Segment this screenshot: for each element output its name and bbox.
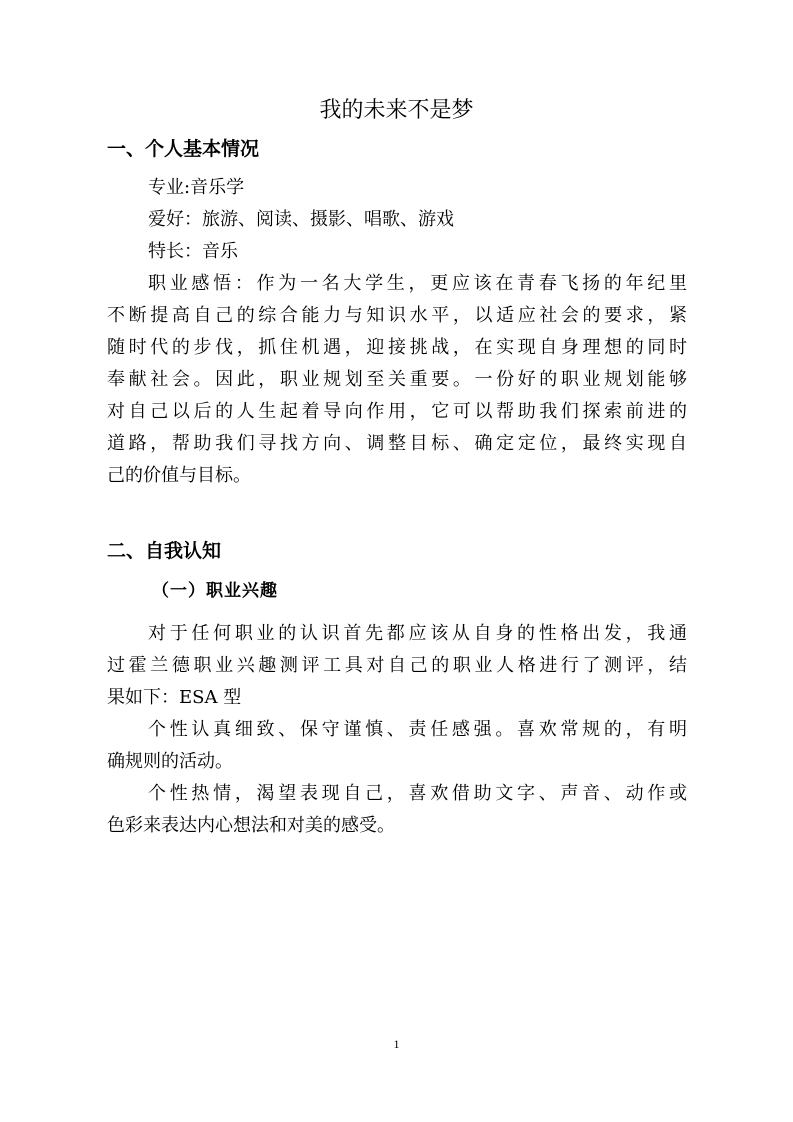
specialty-line: 特长：音乐 <box>148 241 238 262</box>
personality-paragraph-line: 个性热情，渴望表现自己，喜欢借助文字、声音、动作或 <box>148 783 687 804</box>
career-paragraph-line: 奉献社会。因此，职业规划至关重要。一份好的职业规划能够 <box>107 369 687 390</box>
personality-paragraph-line: 确规则的活动。 <box>107 751 233 772</box>
interest-paragraph-line: 过霍兰德职业兴趣测评工具对自己的职业人格进行了测评，结 <box>107 655 687 676</box>
interest-paragraph-line: 果如下：ESA 型 <box>107 687 242 708</box>
section-heading-personal-info: 一、个人基本情况 <box>107 138 260 160</box>
career-paragraph-line: 随时代的步伐，抓住机遇，迎接挑战，在实现自身理想的同时 <box>107 337 687 358</box>
career-paragraph-line: 不断提高自己的综合能力与知识水平，以适应社会的要求，紧 <box>107 305 687 326</box>
major-line: 专业:音乐学 <box>148 177 245 198</box>
subheading-career-interest: （一）职业兴趣 <box>152 581 278 601</box>
hobbies-line: 爱好：旅游、阅读、摄影、唱歌、游戏 <box>148 209 454 230</box>
page-number: 1 <box>393 1037 400 1051</box>
career-paragraph-line: 己的价值与目标。 <box>107 465 251 486</box>
personality-paragraph-line: 色彩来表达内心想法和对美的感受。 <box>107 815 395 836</box>
career-paragraph-line: 道路，帮助我们寻找方向、调整目标、确定定位，最终实现自 <box>107 433 687 454</box>
personality-paragraph-line: 个性认真细致、保守谨慎、责任感强。喜欢常规的，有明 <box>148 719 687 740</box>
document-title: 我的未来不是梦 <box>319 98 474 123</box>
section-heading-self-awareness: 二、自我认知 <box>107 540 222 562</box>
career-paragraph-line: 对自己以后的人生起着导向作用，它可以帮助我们探索前进的 <box>107 401 687 422</box>
interest-paragraph-line: 对于任何职业的认识首先都应该从自身的性格出发，我通 <box>148 623 687 644</box>
career-paragraph-line: 职业感悟：作为一名大学生，更应该在青春飞扬的年纪里 <box>148 273 687 294</box>
